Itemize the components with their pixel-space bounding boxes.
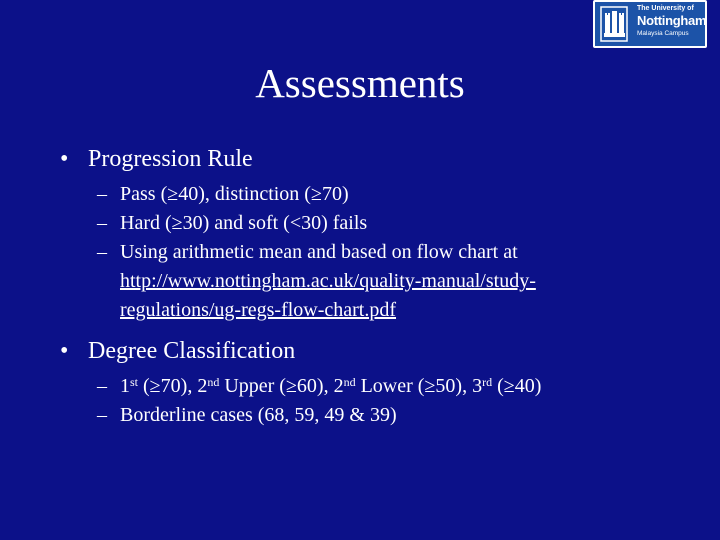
class-second-rest: Upper (≥60), [219, 375, 334, 397]
sub-item-classes [56, 372, 696, 401]
logo-line-campus: Malaysia Campus [637, 30, 689, 37]
bullet-dot-icon: • [60, 338, 69, 364]
bullet-dot-icon: • [60, 146, 69, 172]
dash-icon: – [97, 212, 107, 234]
university-logo [593, 0, 707, 48]
logo-panel [595, 2, 705, 46]
bullet-progression-rule [56, 143, 696, 176]
sub-item-text: Pass (≥40), distinction (≥70) [120, 183, 349, 205]
sub-item-pass [56, 180, 696, 209]
sub-item-fails [56, 209, 696, 238]
slide-title: Assessments [255, 60, 465, 106]
sub-item-arithmetic-mean [56, 238, 696, 325]
class-second-num: 2 [197, 375, 208, 397]
dash-icon: – [97, 375, 107, 397]
class-first-num: 1 [120, 375, 130, 397]
sub-item-borderline [56, 401, 696, 430]
dash-icon: – [97, 241, 107, 263]
slide-content [56, 143, 696, 440]
logo-wordmark [637, 5, 705, 38]
logo-line-university: The University of [637, 5, 694, 12]
class-second-sup: nd [207, 375, 220, 389]
class-fourth-sup: rd [482, 375, 493, 389]
castle-crest-icon [599, 5, 629, 43]
flow-chart-link-line2[interactable]: regulations/ug-regs-flow-chart.pdf [120, 299, 397, 321]
logo-line-nottingham: Nottingham [637, 13, 707, 28]
flow-chart-link-line1[interactable]: http://www.nottingham.ac.uk/quality-manual/study- [120, 270, 536, 292]
class-fourth-rest: (≥40) [492, 375, 542, 397]
class-fourth-num: 3 [472, 375, 483, 397]
dash-icon: – [97, 404, 107, 426]
sub-item-text: Using arithmetic mean and based on flow chart at [120, 241, 518, 263]
dash-icon: – [97, 183, 107, 205]
bullet-degree-classification [56, 335, 696, 368]
classification-sub-list [56, 372, 696, 430]
sub-item-text: Hard (≥30) and soft (<30) fails [120, 212, 368, 234]
class-first-rest: (≥70), [138, 375, 198, 397]
class-third-rest: Lower (≥50), [355, 375, 473, 397]
bullet-text: Progression Rule [88, 146, 253, 172]
class-first-sup: st [130, 375, 139, 389]
class-third-num: 2 [333, 375, 344, 397]
sub-item-text: Borderline cases (68, 59, 49 & 39) [120, 404, 397, 426]
class-third-sup: nd [343, 375, 356, 389]
bullet-text: Degree Classification [88, 338, 296, 364]
progression-sub-list [56, 180, 696, 325]
